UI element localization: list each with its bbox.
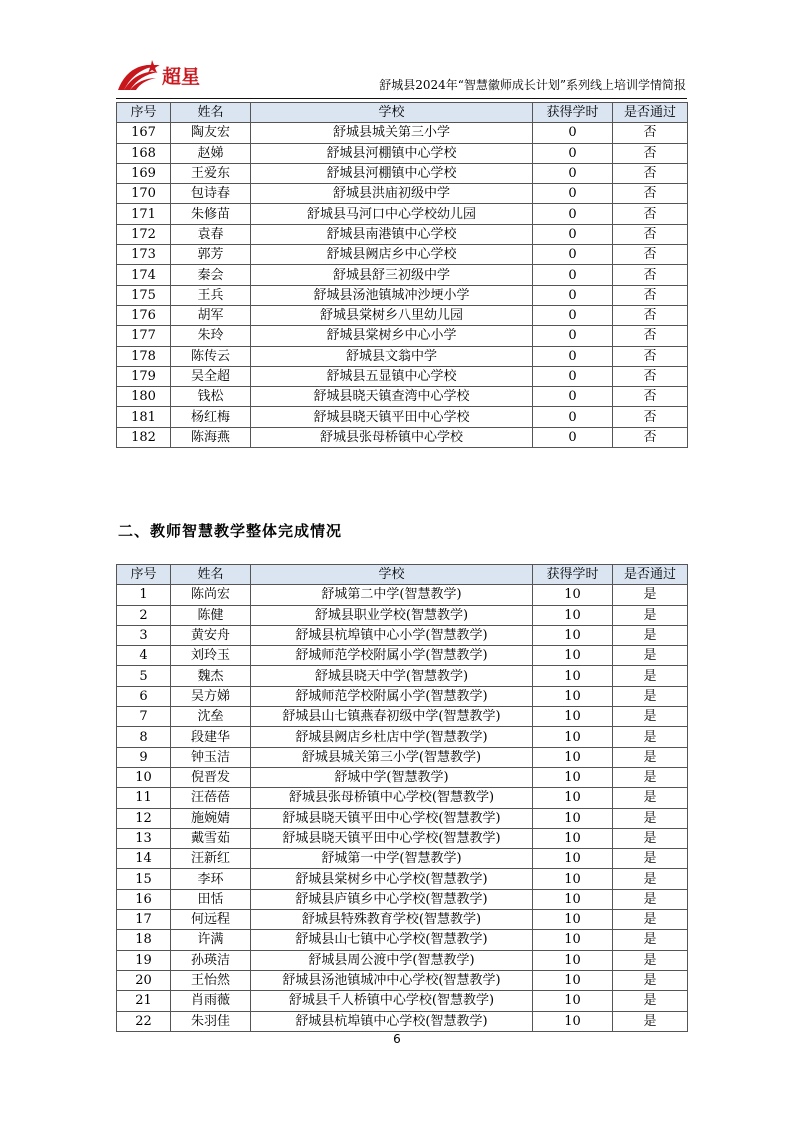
table-row <box>117 407 688 427</box>
cell-hours: 10 <box>533 646 613 666</box>
cell-hours: 0 <box>533 163 613 183</box>
cell-index: 20 <box>117 970 171 990</box>
col-header-index: 序号 <box>117 565 171 585</box>
cell-hours: 0 <box>533 204 613 224</box>
cell-name: 沈垒 <box>171 707 251 727</box>
cell-name: 陈传云 <box>171 346 251 366</box>
table-row <box>117 686 688 706</box>
cell-hours: 0 <box>533 305 613 325</box>
cell-passed: 是 <box>613 849 688 869</box>
cell-name: 陈尚宏 <box>171 585 251 605</box>
cell-name: 肖雨薇 <box>171 991 251 1011</box>
table-row <box>117 366 688 386</box>
cell-passed: 是 <box>613 991 688 1011</box>
cell-passed: 是 <box>613 646 688 666</box>
cell-hours: 0 <box>533 346 613 366</box>
cell-name: 李环 <box>171 869 251 889</box>
cell-hours: 0 <box>533 123 613 143</box>
col-header-school: 学校 <box>251 565 533 585</box>
cell-index: 172 <box>117 224 171 244</box>
page-header <box>116 56 686 100</box>
cell-school: 舒城县晓天镇平田中心学校(智慧教学) <box>251 808 533 828</box>
cell-passed: 否 <box>613 366 688 386</box>
cell-school: 舒城县千人桥镇中心学校(智慧教学) <box>251 991 533 1011</box>
cell-hours: 10 <box>533 1011 613 1031</box>
cell-school: 舒城县晓天镇平田中心学校(智慧教学) <box>251 828 533 848</box>
cell-index: 180 <box>117 387 171 407</box>
col-header-school: 学校 <box>251 103 533 123</box>
table-row <box>117 143 688 163</box>
cell-school: 舒城县山七镇中心学校(智慧教学) <box>251 930 533 950</box>
table-row <box>117 427 688 447</box>
cell-name: 黄安舟 <box>171 625 251 645</box>
cell-passed: 是 <box>613 869 688 889</box>
cell-hours: 10 <box>533 991 613 1011</box>
cell-hours: 10 <box>533 970 613 990</box>
cell-school: 舒城县阙店乡杜店中学(智慧教学) <box>251 727 533 747</box>
cell-hours: 10 <box>533 605 613 625</box>
cell-school: 舒城县河棚镇中心学校 <box>251 143 533 163</box>
cell-school: 舒城师范学校附属小学(智慧教学) <box>251 646 533 666</box>
table-row <box>117 605 688 625</box>
cell-school: 舒城县晓天中学(智慧教学) <box>251 666 533 686</box>
cell-hours: 10 <box>533 585 613 605</box>
cell-hours: 0 <box>533 184 613 204</box>
table-row <box>117 991 688 1011</box>
table-row <box>117 326 688 346</box>
cell-school: 舒城县庐镇乡中心学校(智慧教学) <box>251 889 533 909</box>
cell-school: 舒城县汤池镇城冲中心学校(智慧教学) <box>251 970 533 990</box>
cell-hours: 0 <box>533 326 613 346</box>
cell-school: 舒城县文翁中学 <box>251 346 533 366</box>
cell-index: 16 <box>117 889 171 909</box>
table-row <box>117 727 688 747</box>
table-row <box>117 950 688 970</box>
table-row <box>117 707 688 727</box>
cell-name: 陈海燕 <box>171 427 251 447</box>
cell-school: 舒城县棠树乡中心学校(智慧教学) <box>251 869 533 889</box>
cell-school: 舒城县南港镇中心学校 <box>251 224 533 244</box>
cell-index: 177 <box>117 326 171 346</box>
cell-index: 21 <box>117 991 171 1011</box>
cell-passed: 否 <box>613 143 688 163</box>
table-row <box>117 930 688 950</box>
cell-name: 朱修苗 <box>171 204 251 224</box>
cell-hours: 0 <box>533 407 613 427</box>
table-row <box>117 184 688 204</box>
page-number: 6 <box>393 1032 401 1046</box>
incomplete-teachers-table <box>116 102 688 448</box>
cell-index: 9 <box>117 747 171 767</box>
cell-hours: 10 <box>533 869 613 889</box>
cell-index: 7 <box>117 707 171 727</box>
cell-school: 舒城县职业学校(智慧教学) <box>251 605 533 625</box>
cell-hours: 10 <box>533 625 613 645</box>
cell-passed: 是 <box>613 727 688 747</box>
cell-passed: 是 <box>613 788 688 808</box>
cell-index: 15 <box>117 869 171 889</box>
table-row <box>117 747 688 767</box>
cell-index: 169 <box>117 163 171 183</box>
cell-hours: 10 <box>533 707 613 727</box>
cell-name: 汪蓓蓓 <box>171 788 251 808</box>
cell-passed: 是 <box>613 889 688 909</box>
cell-index: 179 <box>117 366 171 386</box>
cell-hours: 0 <box>533 224 613 244</box>
table-row <box>117 767 688 787</box>
cell-hours: 0 <box>533 366 613 386</box>
cell-school: 舒城县山七镇燕春初级中学(智慧教学) <box>251 707 533 727</box>
cell-index: 19 <box>117 950 171 970</box>
cell-hours: 10 <box>533 849 613 869</box>
cell-name: 吴方娣 <box>171 686 251 706</box>
cell-passed: 是 <box>613 686 688 706</box>
cell-hours: 0 <box>533 387 613 407</box>
cell-school: 舒城县棠树乡中心小学 <box>251 326 533 346</box>
cell-hours: 10 <box>533 950 613 970</box>
cell-index: 11 <box>117 788 171 808</box>
cell-school: 舒城县五显镇中心学校 <box>251 366 533 386</box>
cell-name: 戴雪茹 <box>171 828 251 848</box>
table-row <box>117 849 688 869</box>
cell-school: 舒城县张母桥镇中心学校 <box>251 427 533 447</box>
cell-name: 杨红梅 <box>171 407 251 427</box>
cell-passed: 是 <box>613 828 688 848</box>
cell-index: 182 <box>117 427 171 447</box>
cell-passed: 否 <box>613 123 688 143</box>
table-row <box>117 265 688 285</box>
cell-index: 170 <box>117 184 171 204</box>
cell-school: 舒城县杭埠镇中心学校(智慧教学) <box>251 1011 533 1031</box>
cell-passed: 是 <box>613 910 688 930</box>
cell-index: 176 <box>117 305 171 325</box>
cell-passed: 否 <box>613 265 688 285</box>
cell-name: 倪晋发 <box>171 767 251 787</box>
cell-name: 王爱东 <box>171 163 251 183</box>
cell-passed: 是 <box>613 970 688 990</box>
cell-index: 17 <box>117 910 171 930</box>
table-row <box>117 204 688 224</box>
cell-name: 刘玲玉 <box>171 646 251 666</box>
cell-passed: 是 <box>613 767 688 787</box>
cell-school: 舒城县棠树乡八里幼儿园 <box>251 305 533 325</box>
cell-index: 181 <box>117 407 171 427</box>
cell-school: 舒城县舒三初级中学 <box>251 265 533 285</box>
cell-hours: 0 <box>533 245 613 265</box>
table-row <box>117 387 688 407</box>
cell-passed: 否 <box>613 184 688 204</box>
cell-passed: 否 <box>613 346 688 366</box>
cell-name: 钱松 <box>171 387 251 407</box>
section-heading: 二、教师智慧教学整体完成情况 <box>118 522 343 540</box>
cell-passed: 是 <box>613 950 688 970</box>
cell-passed: 否 <box>613 387 688 407</box>
cell-school: 舒城师范学校附属小学(智慧教学) <box>251 686 533 706</box>
smart-teaching-table <box>116 564 688 1032</box>
cell-name: 赵娣 <box>171 143 251 163</box>
cell-name: 田恬 <box>171 889 251 909</box>
cell-name: 陈健 <box>171 605 251 625</box>
cell-name: 陶友宏 <box>171 123 251 143</box>
cell-name: 施婉婧 <box>171 808 251 828</box>
cell-school: 舒城县杭埠镇中心小学(智慧教学) <box>251 625 533 645</box>
cell-index: 22 <box>117 1011 171 1031</box>
cell-passed: 否 <box>613 204 688 224</box>
cell-passed: 否 <box>613 407 688 427</box>
table-row <box>117 869 688 889</box>
table-row <box>117 123 688 143</box>
table-row <box>117 224 688 244</box>
cell-school: 舒城县晓天镇平田中心学校 <box>251 407 533 427</box>
cell-name: 朱羽佳 <box>171 1011 251 1031</box>
col-header-passed: 是否通过 <box>613 565 688 585</box>
cell-name: 汪新红 <box>171 849 251 869</box>
cell-index: 13 <box>117 828 171 848</box>
cell-name: 秦会 <box>171 265 251 285</box>
cell-school: 舒城县洪庙初级中学 <box>251 184 533 204</box>
cell-hours: 10 <box>533 788 613 808</box>
table-row <box>117 666 688 686</box>
cell-passed: 是 <box>613 666 688 686</box>
cell-hours: 10 <box>533 747 613 767</box>
cell-passed: 否 <box>613 224 688 244</box>
table-row <box>117 585 688 605</box>
cell-hours: 10 <box>533 686 613 706</box>
cell-name: 王兵 <box>171 285 251 305</box>
cell-passed: 否 <box>613 285 688 305</box>
cell-hours: 10 <box>533 828 613 848</box>
cell-index: 2 <box>117 605 171 625</box>
chaoxing-logo <box>116 56 206 94</box>
table-row <box>117 889 688 909</box>
table-row <box>117 970 688 990</box>
cell-name: 郭芳 <box>171 245 251 265</box>
cell-index: 14 <box>117 849 171 869</box>
table-row <box>117 788 688 808</box>
cell-name: 魏杰 <box>171 666 251 686</box>
cell-index: 175 <box>117 285 171 305</box>
cell-index: 174 <box>117 265 171 285</box>
cell-passed: 否 <box>613 305 688 325</box>
cell-name: 段建华 <box>171 727 251 747</box>
cell-school: 舒城第一中学(智慧教学) <box>251 849 533 869</box>
cell-name: 孙瑛洁 <box>171 950 251 970</box>
table-header-row <box>117 565 688 585</box>
col-header-passed: 是否通过 <box>613 103 688 123</box>
report-title: 舒城县2024年“智慧徽师成长计划”系列线上培训学情简报 <box>379 78 686 92</box>
table-header-row <box>117 103 688 123</box>
cell-index: 4 <box>117 646 171 666</box>
cell-passed: 是 <box>613 585 688 605</box>
cell-index: 3 <box>117 625 171 645</box>
cell-school: 舒城县阙店乡中心学校 <box>251 245 533 265</box>
cell-index: 12 <box>117 808 171 828</box>
table-row <box>117 808 688 828</box>
cell-passed: 是 <box>613 1011 688 1031</box>
header-divider <box>116 98 687 99</box>
cell-passed: 是 <box>613 707 688 727</box>
cell-index: 173 <box>117 245 171 265</box>
table-row <box>117 285 688 305</box>
cell-index: 171 <box>117 204 171 224</box>
cell-index: 6 <box>117 686 171 706</box>
cell-index: 167 <box>117 123 171 143</box>
cell-passed: 是 <box>613 747 688 767</box>
cell-hours: 10 <box>533 910 613 930</box>
cell-index: 8 <box>117 727 171 747</box>
table-row <box>117 646 688 666</box>
cell-hours: 0 <box>533 265 613 285</box>
cell-school: 舒城县马河口中心学校幼儿园 <box>251 204 533 224</box>
cell-passed: 是 <box>613 930 688 950</box>
table-row <box>117 625 688 645</box>
cell-name: 包诗春 <box>171 184 251 204</box>
cell-index: 178 <box>117 346 171 366</box>
cell-name: 朱玲 <box>171 326 251 346</box>
cell-hours: 0 <box>533 143 613 163</box>
table-row <box>117 305 688 325</box>
cell-index: 18 <box>117 930 171 950</box>
cell-name: 许满 <box>171 930 251 950</box>
col-header-index: 序号 <box>117 103 171 123</box>
table-row <box>117 910 688 930</box>
table-row <box>117 1011 688 1031</box>
cell-index: 1 <box>117 585 171 605</box>
cell-passed: 否 <box>613 245 688 265</box>
col-header-hours: 获得学时 <box>533 103 613 123</box>
table-row <box>117 346 688 366</box>
cell-hours: 0 <box>533 427 613 447</box>
cell-name: 王怡然 <box>171 970 251 990</box>
cell-passed: 否 <box>613 163 688 183</box>
cell-name: 胡军 <box>171 305 251 325</box>
cell-school: 舒城县河棚镇中心学校 <box>251 163 533 183</box>
table-row <box>117 245 688 265</box>
col-header-name: 姓名 <box>171 565 251 585</box>
cell-hours: 10 <box>533 727 613 747</box>
table-row <box>117 828 688 848</box>
cell-name: 何远程 <box>171 910 251 930</box>
cell-index: 5 <box>117 666 171 686</box>
cell-hours: 10 <box>533 930 613 950</box>
col-header-name: 姓名 <box>171 103 251 123</box>
logo-swoosh-icon <box>116 56 206 94</box>
cell-school: 舒城第二中学(智慧教学) <box>251 585 533 605</box>
col-header-hours: 获得学时 <box>533 565 613 585</box>
table-row <box>117 163 688 183</box>
cell-hours: 10 <box>533 767 613 787</box>
cell-hours: 0 <box>533 285 613 305</box>
cell-school: 舒城县城关第三小学 <box>251 123 533 143</box>
logo-text: 超星 <box>162 66 201 88</box>
cell-name: 钟玉洁 <box>171 747 251 767</box>
cell-passed: 否 <box>613 326 688 346</box>
cell-passed: 是 <box>613 605 688 625</box>
cell-passed: 是 <box>613 808 688 828</box>
cell-school: 舒城县城关第三小学(智慧教学) <box>251 747 533 767</box>
cell-hours: 10 <box>533 666 613 686</box>
cell-school: 舒城县晓天镇查湾中心学校 <box>251 387 533 407</box>
cell-school: 舒城县特殊教育学校(智慧教学) <box>251 910 533 930</box>
cell-index: 168 <box>117 143 171 163</box>
cell-school: 舒城县汤池镇城冲沙埂小学 <box>251 285 533 305</box>
cell-school: 舒城中学(智慧教学) <box>251 767 533 787</box>
cell-school: 舒城县周公渡中学(智慧教学) <box>251 950 533 970</box>
cell-school: 舒城县张母桥镇中心学校(智慧教学) <box>251 788 533 808</box>
cell-index: 10 <box>117 767 171 787</box>
cell-passed: 否 <box>613 427 688 447</box>
cell-name: 吴全超 <box>171 366 251 386</box>
cell-passed: 是 <box>613 625 688 645</box>
cell-hours: 10 <box>533 808 613 828</box>
cell-name: 袁春 <box>171 224 251 244</box>
cell-hours: 10 <box>533 889 613 909</box>
